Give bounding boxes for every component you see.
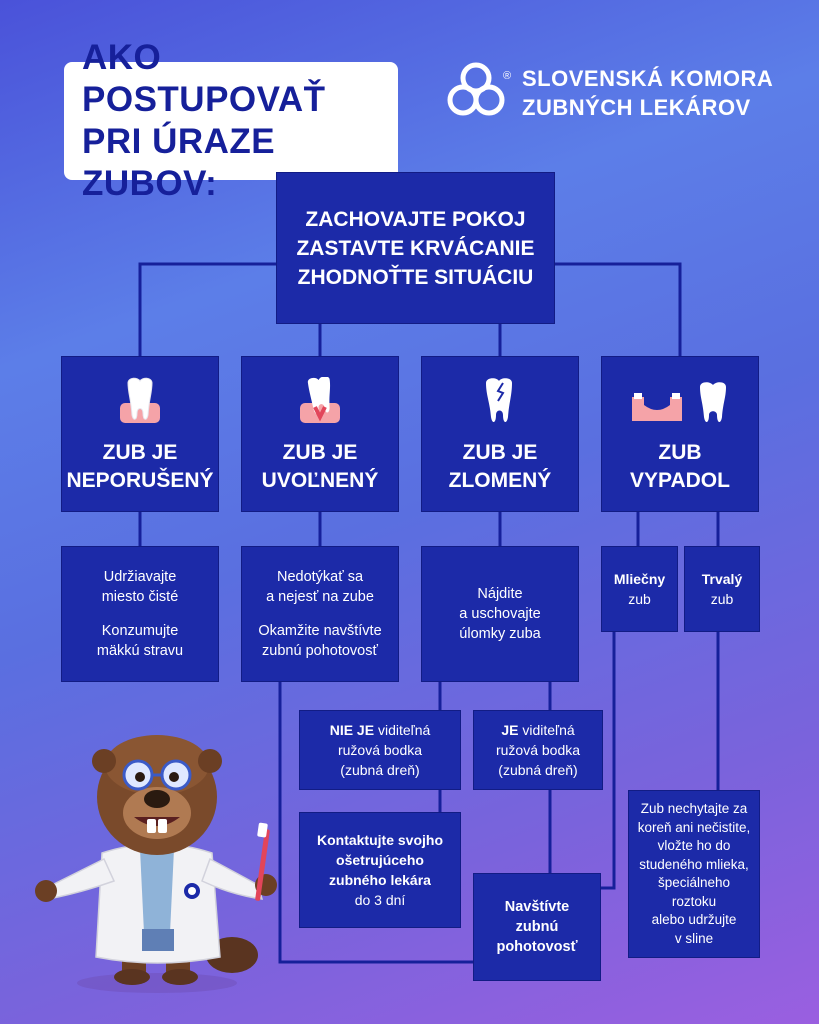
tooth-care-line7: alebo udržujte bbox=[651, 912, 737, 927]
tooth-care-line3: vložte ho do bbox=[657, 838, 731, 853]
loose-text-2a: Okamžite navštívte bbox=[258, 623, 382, 639]
intact-text-1a: Udržiavajte bbox=[103, 569, 177, 585]
emergency-box bbox=[473, 873, 601, 981]
loose-tooth-icon bbox=[242, 377, 398, 425]
milk-tooth-sub: zub bbox=[628, 591, 651, 607]
first-steps-box bbox=[276, 172, 555, 324]
intact-instructions-box bbox=[61, 546, 219, 682]
category-broken-box bbox=[421, 356, 579, 512]
chamber-logo-icon bbox=[447, 60, 505, 122]
tooth-care-line5: špeciálneho bbox=[657, 875, 731, 890]
organization-name-line1: SLOVENSKÁ KOMORA bbox=[522, 66, 774, 91]
contact-line3: zubného lekára bbox=[329, 872, 431, 888]
intact-text-2b: mäkkú stravu bbox=[96, 643, 184, 659]
permanent-tooth-sub: zub bbox=[710, 591, 734, 607]
category-loose-line2: UVOĽNENÝ bbox=[261, 469, 379, 492]
category-intact-box bbox=[61, 356, 219, 512]
pulp-visible-bold: JE bbox=[501, 722, 519, 738]
contact-line1: Kontaktujte svojho bbox=[316, 832, 443, 848]
organization-name-line2: ZUBNÝCH LEKÁROV bbox=[522, 95, 751, 120]
healthy-tooth-icon bbox=[62, 377, 218, 425]
missing-tooth-icon bbox=[602, 377, 758, 425]
loose-text-1b: a nejesť na zube bbox=[266, 589, 374, 605]
pulp-not-visible-line2: ružová bodka bbox=[337, 742, 423, 758]
page-title-line1: AKO POSTUPOVAŤ bbox=[82, 38, 326, 119]
category-intact-line2: NEPORUŠENÝ bbox=[66, 469, 214, 492]
loose-instructions-box bbox=[241, 546, 399, 682]
category-missing-line2: VYPADOL bbox=[630, 469, 730, 492]
contact-line2: ošetrujúceho bbox=[336, 852, 424, 868]
first-steps-line3: ZHODNOŤTE SITUÁCIU bbox=[297, 265, 534, 289]
first-steps-line2: ZASTAVTE KRVÁCANIE bbox=[296, 236, 535, 260]
tooth-care-line1: Zub nechytajte za bbox=[640, 801, 748, 816]
intact-text-2a: Konzumujte bbox=[101, 623, 179, 639]
pulp-visible-line2: ružová bodka bbox=[495, 742, 581, 758]
emergency-line2: zubnú bbox=[515, 919, 559, 935]
broken-text-1: Nájdite bbox=[477, 586, 523, 602]
category-missing-box bbox=[601, 356, 759, 512]
loose-text-1a: Nedotýkať sa bbox=[276, 569, 364, 585]
page-title-line2: PRI ÚRAZE ZUBOV: bbox=[82, 122, 276, 203]
intact-text-1b: miesto čisté bbox=[101, 589, 179, 605]
loose-text-2b: zubnú pohotovosť bbox=[262, 643, 378, 659]
pulp-visible-line3: (zubná dreň) bbox=[498, 762, 578, 778]
tooth-care-box bbox=[628, 790, 760, 958]
pulp-visible-rest: viditeľná bbox=[518, 722, 575, 738]
emergency-line3: pohotovosť bbox=[496, 939, 578, 955]
permanent-tooth-label: Trvalý bbox=[701, 571, 743, 587]
category-missing-line1: ZUB bbox=[658, 441, 702, 464]
pulp-not-visible-box bbox=[299, 710, 461, 790]
beaver-mascot-illustration bbox=[22, 725, 292, 995]
emergency-line1: Navštívte bbox=[504, 899, 570, 915]
category-intact-line1: ZUB JE bbox=[102, 441, 178, 464]
milk-tooth-label: Mliečny bbox=[613, 571, 666, 587]
milk-tooth-box bbox=[601, 546, 678, 632]
permanent-tooth-box bbox=[684, 546, 760, 632]
pulp-visible-box bbox=[473, 710, 603, 790]
category-loose-box bbox=[241, 356, 399, 512]
broken-instructions-box bbox=[421, 546, 579, 682]
tooth-care-line6: roztoku bbox=[671, 893, 717, 909]
broken-tooth-icon bbox=[422, 377, 578, 425]
tooth-care-line8: v sline bbox=[674, 930, 714, 946]
category-broken-line1: ZUB JE bbox=[462, 441, 538, 464]
registered-mark: ® bbox=[503, 70, 512, 82]
pulp-not-visible-line3: (zubná dreň) bbox=[340, 762, 420, 778]
organization-name bbox=[522, 64, 773, 122]
tooth-care-line4: studeného mlieka, bbox=[639, 856, 749, 872]
title-card bbox=[64, 38, 398, 203]
broken-text-3: úlomky zuba bbox=[459, 626, 541, 642]
category-broken-line2: ZLOMENÝ bbox=[448, 469, 552, 492]
first-steps-line1: ZACHOVAJTE POKOJ bbox=[305, 207, 526, 231]
contact-dentist-box bbox=[299, 812, 461, 928]
contact-line4: do 3 dní bbox=[354, 892, 406, 908]
tooth-care-line2: koreň ani nečistite, bbox=[637, 819, 751, 835]
pulp-not-visible-bold: NIE JE bbox=[329, 722, 375, 738]
broken-text-2: a uschovajte bbox=[459, 606, 541, 622]
pulp-not-visible-rest: viditeľná bbox=[374, 722, 431, 738]
category-loose-line1: ZUB JE bbox=[282, 441, 358, 464]
